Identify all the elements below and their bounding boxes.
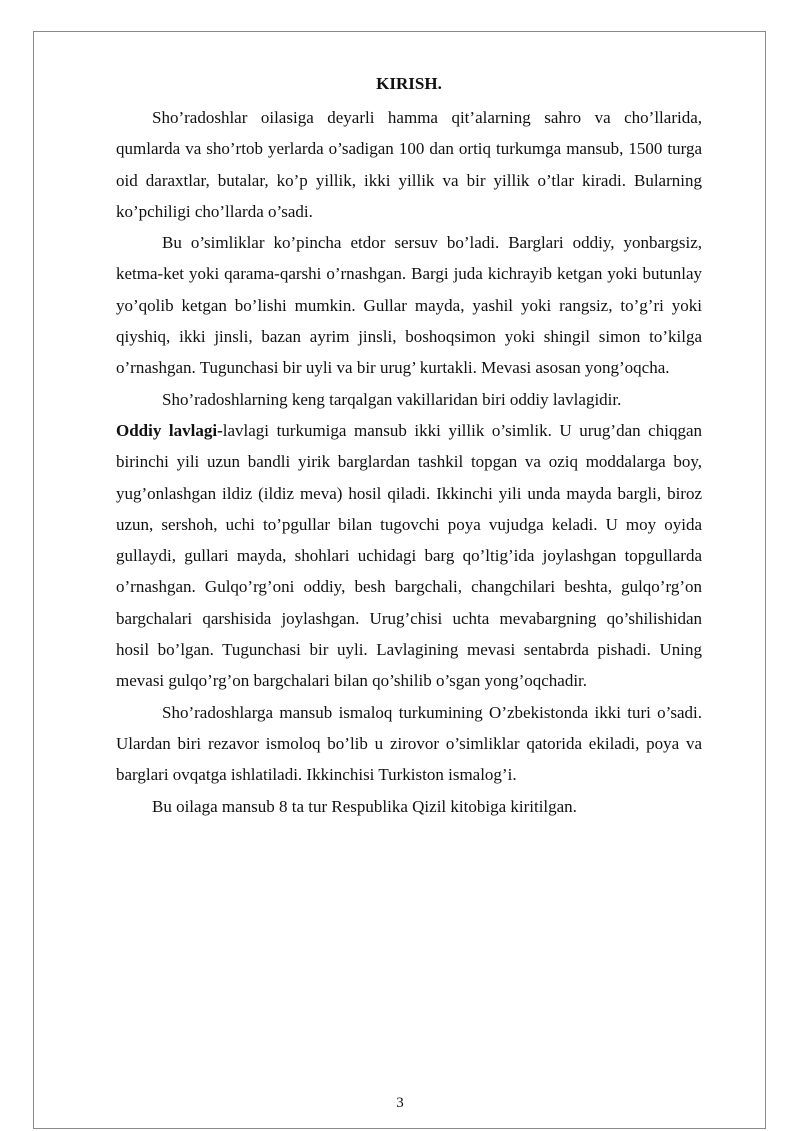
paragraph-intro [116,102,702,227]
paragraph-text: lavlagi turkumiga mansub ikki yillik o’simlik. U urug’dan chiqgan birinchi yili uzun bandli yirik barglardan tashkil topgan va oziq moddalarga boy, yug’onlashgan ildiz (ildiz meva) hosil qiladi. Ikkinchi yili unda mayda bargli, biroz uzun, sershoh, uchi to’pgullar bilan tugovchi poya vujudga keladi. U moy oyida gullaydi, gullari mayda, shohlari uchidagi barg qo’ltig’ida joylashgan topgullarda o’rnashgan. Gulqo’rg’oni oddiy, besh bargchali, changchilari beshta, gulqo’rg’on bargchalari qarshisida joylashgan. Urug’chisi uchta mevabargning qo’shilishidan hosil bo’lgan. Tugunchasi bir uyli. Lavlagining mevasi sentabrda pishadi. Uning mevasi gulqo’rg’on bargchalari bilan qo’shilib o’sgan yong’oqchadir. [116,420,702,691]
paragraph-text: Sho’radoshlarga mansub ismaloq turkumining O’zbekistonda ikki turi o’sadi. Ulardan biri rezavor ismoloq bo’lib u zirovor o’simliklar qatorida ekiladi, poya va barglari ovqatga ishlatiladi. Ikkinchisi Turkiston ismalog’i. [116,702,702,785]
page-number: 3 [396,1095,404,1111]
paragraph-text: Sho’radoshlarning keng tarqalgan vakillaridan biri oddiy lavlagidir. [162,389,622,409]
paragraph-beet-intro [116,384,702,415]
paragraph-spinach [116,697,702,791]
paragraph-red-book [116,791,702,822]
document-title: KIRISH. [376,74,442,93]
paragraph-common-beet [116,415,702,697]
document-body [116,72,702,822]
paragraph-plant-description [116,227,702,383]
paragraph-text: Bu o’simliklar ko’pincha etdor sersuv bo’ladi. Barglari oddiy, yonbargsiz, ketma-ket yoki qarama-qarshi o’rnashgan. Bargi juda kichrayib ketgan yoki butunlay yo’qolib ketgan bo’lishi mumkin. Gullar mayda, yashil yoki rangsiz, to’g’ri yoki qiyshiq, ikki jinsli, bazan ayrim jinsli, boshoqsimon yoki shingil simon to’kilga o’rnashgan. Tugunchasi bir uyli va bir urug’ kurtakli. Mevasi asosan yong’oqcha. [116,233,702,378]
paragraph-text: Sho’radoshlar oilasiga deyarli hamma qit’alarning sahro va cho’llarida, qumlarda va sho’rtob yerlarda o’sadigan 100 dan ortiq turkumga mansub, 1500 turga oid daraxtlar, butalar, ko’p yillik, ikki yillik va bir yillik o’tlar kiradi. Bularning ko’pchiligi cho’llarda o’sadi. [116,108,702,221]
term-heading: Oddiy lavlagi- [116,420,223,440]
paragraph-text: Bu oilaga mansub 8 ta tur Respublika Qizil kitobiga kiritilgan. [152,796,577,816]
